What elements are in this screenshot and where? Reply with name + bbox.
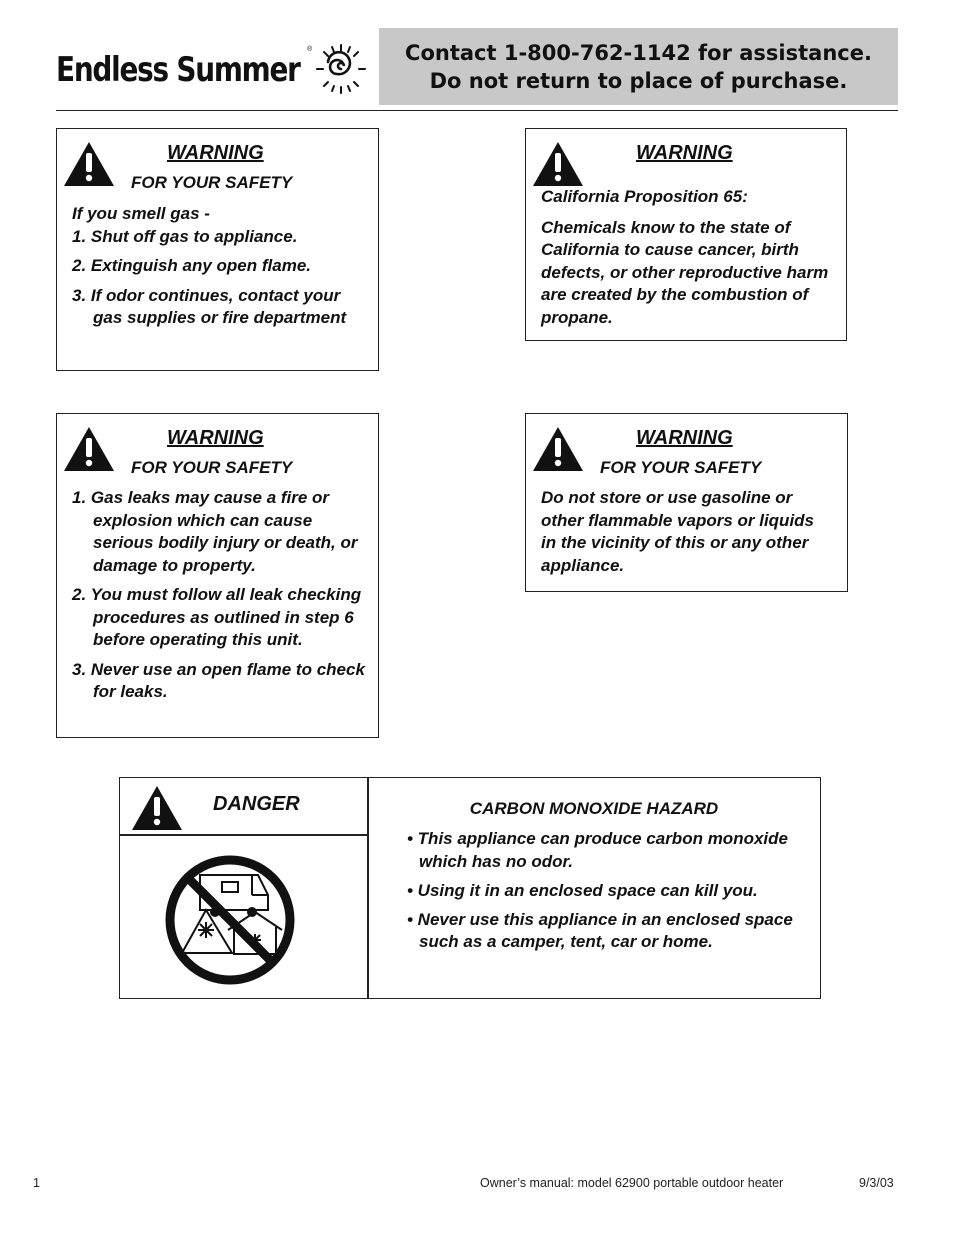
danger-title: DANGER [213,793,300,815]
danger-list [407,828,807,960]
warning-intro: If you smell gas - [72,204,210,223]
warning-item: 3. Never use an open flame to check for leaks. [72,659,365,701]
prop65-text: Chemicals know to the state of California to cause cancer, birth defects, or other reproductive harm are created by the combustion of propane. [541,217,829,327]
warning-body [72,203,370,337]
warning-box-prop65 [525,128,847,341]
sun-icon [314,42,368,96]
no-enclosed-space-icon [160,850,300,990]
danger-bullet: • Using it in an enclosed space can kill you. [407,880,758,900]
danger-heading: CARBON MONOXIDE HAZARD [469,799,719,818]
warning-triangle-icon [532,141,584,187]
warning-box-gasoline [525,413,848,592]
warning-box-gas-leaks [56,413,379,738]
return-notice: Do not return to place of purchase. [429,68,848,93]
warning-triangle-icon [63,141,115,187]
danger-divider-horizontal [120,834,368,836]
print-date: 9/3/03 [859,1176,894,1190]
danger-box [119,777,821,999]
warning-item: 1. Shut off gas to appliance. [72,226,298,246]
warning-triangle-icon [63,426,115,472]
page-number: 1 [33,1176,40,1190]
warning-triangle-icon [131,785,183,831]
warning-body [72,487,374,711]
warning-title: WARNING [636,427,733,449]
contact-phone: Contact 1-800-762-1142 for assistance. [405,40,872,65]
brand-logo [56,48,353,92]
contact-banner [379,28,898,105]
gasoline-text: Do not store or use gasoline or other flammable vapors or liquids in the vicinity of this or any other appliance. [541,488,815,575]
warning-body [541,186,840,329]
warning-item: 3. If odor continues, contact your gas supplies or fire department [72,285,347,327]
warning-title: WARNING [167,142,264,164]
header-divider [56,110,898,111]
warning-title: WARNING [167,427,264,449]
warning-title: WARNING [636,142,733,164]
warning-item: 1. Gas leaks may cause a fire or explosion which can cause serious bodily injury or death, or damage to property. [72,488,358,575]
danger-bullet: • Never use this appliance in an enclosed space such as a camper, tent, car or home. [407,909,793,951]
warning-subtitle: FOR YOUR SAFETY [131,173,293,192]
danger-bullet: • This appliance can produce carbon monoxide which has no odor. [407,829,788,871]
warning-subtitle: FOR YOUR SAFETY [600,458,762,477]
warning-subtitle: FOR YOUR SAFETY [131,458,293,477]
warning-body [541,487,831,577]
warning-item: 2. You must follow all leak checking procedures as outlined in step 6 before operating this unit. [72,585,362,649]
warning-item: 2. Extinguish any open flame. [72,256,311,275]
manual-title: Owner’s manual: model 62900 portable outdoor heater [480,1176,784,1190]
brand-name: Endless Summer [56,50,300,90]
trademark-symbol: ® [307,46,313,53]
warning-box-gas-smell [56,128,379,371]
prop65-lead: California Proposition 65: [541,187,748,206]
warning-triangle-icon [532,426,584,472]
